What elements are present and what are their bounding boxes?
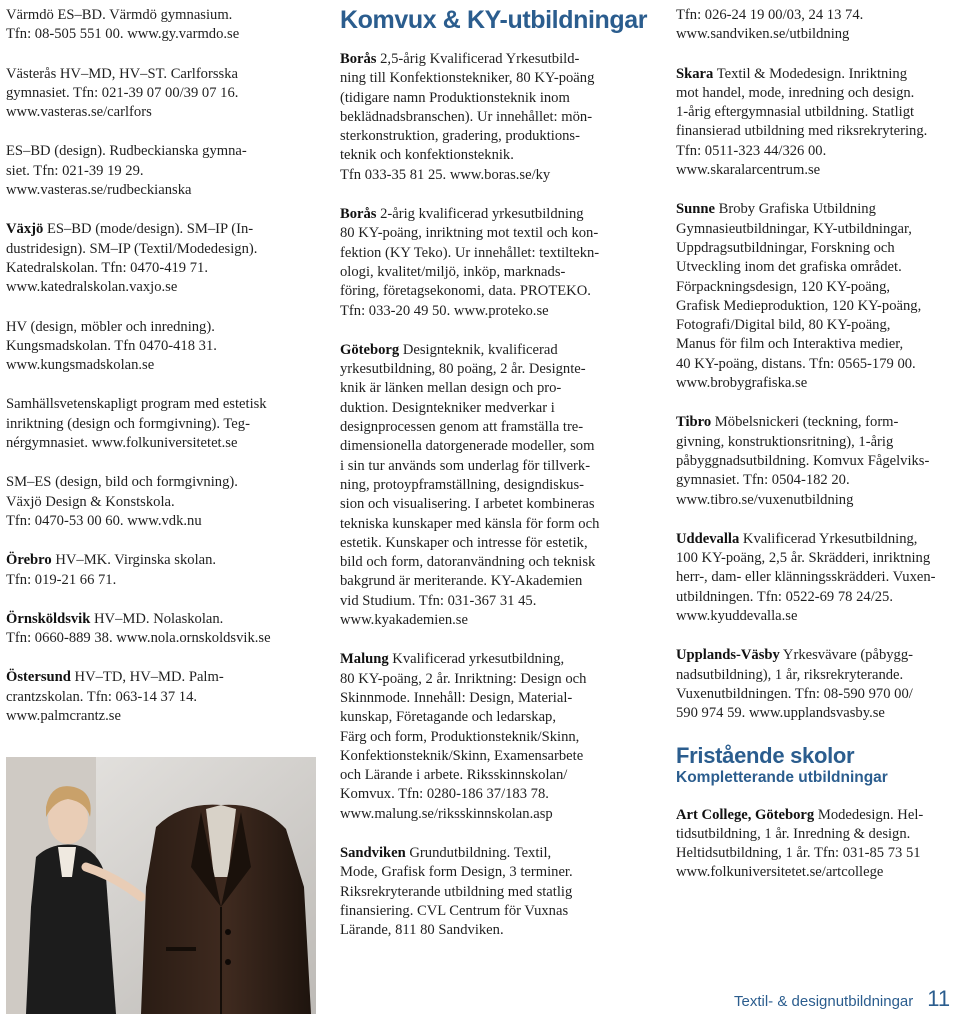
entry-line <box>676 278 958 297</box>
entry-text: Tfn: 0660-889 38. www.nola.ornskoldsvik.se <box>6 630 271 647</box>
entry-text: vid Studium. Tfn: 031-367 31 45. <box>340 592 537 609</box>
entry-text: siet. Tfn: 021-39 19 29. <box>6 162 144 179</box>
column-middle <box>340 6 648 960</box>
entry-text: Möbelsnickeri (teckning, form- <box>711 414 899 431</box>
entry-line <box>6 473 306 492</box>
entry-location: Örebro <box>6 552 52 569</box>
entry-text: 80 KY-poäng, inriktning mot textil och kon- <box>340 225 599 242</box>
entry-line <box>6 181 306 200</box>
entry-text: ologi, kvalitet/miljö, inköp, marknads- <box>340 263 566 280</box>
entry-text: Konfektionsteknik/Skinn, Examensarbete <box>340 747 584 764</box>
entry-text: herr-, dam- eller klänningsskrädderi. Vuxen- <box>676 569 936 586</box>
entry-line <box>340 379 640 398</box>
listing-entry <box>340 650 640 824</box>
entry-line <box>340 263 640 282</box>
entry-line <box>340 437 640 456</box>
entry-text: dustridesign). SM–IP (Textil/Modedesign). <box>6 240 258 257</box>
entry-line <box>340 728 640 747</box>
entry-location: Sandviken <box>340 844 406 861</box>
entry-line <box>6 240 306 259</box>
entry-text: www.folkuniversitetet.se/artcollege <box>676 864 884 881</box>
entry-text: Tfn 033-35 81 25. www.boras.se/ky <box>340 166 551 183</box>
entry-line <box>340 670 640 689</box>
entry-line <box>676 6 958 25</box>
entry-line <box>676 122 958 141</box>
entry-text: sion och visualisering. I arbetet kombineras <box>340 496 595 513</box>
tailor-photo-illustration <box>6 757 316 1014</box>
entry-line <box>6 434 306 453</box>
entry-text: finansierad utbildning med riksrekrytering. <box>676 123 928 140</box>
entry-text: www.vasteras.se/rudbeckianska <box>6 182 192 199</box>
entry-text: Manus för film och Interaktiva medier, <box>676 336 904 353</box>
entry-text: påbyggnadsutbildning. Komvux Fågelviks- <box>676 452 930 469</box>
entry-line <box>676 433 958 452</box>
column-right <box>676 6 958 903</box>
entry-line <box>676 65 958 84</box>
entry-text: www.skaralarcentrum.se <box>676 162 821 179</box>
entry-line <box>340 515 640 534</box>
entry-line <box>340 205 640 224</box>
entry-line <box>6 415 306 434</box>
listing-entry <box>6 551 306 590</box>
entry-text: 40 KY-poäng, distans. Tfn: 0565-179 00. <box>676 355 916 372</box>
entry-line <box>6 610 306 629</box>
entry-text: www.brobygrafiska.se <box>676 375 808 392</box>
entry-line <box>340 689 640 708</box>
listing-entry <box>340 844 640 940</box>
entry-text: Förpackningsdesign, 120 KY-poäng, <box>676 278 891 295</box>
entry-line <box>340 418 640 437</box>
entry-text: designprocessen genom att framställa tre- <box>340 419 584 436</box>
entry-text: och Lärande i arbete. Riksskinnskolan/ <box>340 767 568 784</box>
entry-line <box>340 805 640 824</box>
entry-text: ES–BD (mode/design). SM–IP (In- <box>43 221 254 238</box>
entry-text: finansiering. CVL Centrum för Vuxnas <box>340 902 569 919</box>
entry-text: Skinnmode. Innehåll: Design, Material- <box>340 689 573 706</box>
entry-line <box>340 108 640 127</box>
listing-entry <box>6 668 306 726</box>
entry-text: gymnasiet. Tfn: 021-39 07 00/39 07 16. <box>6 84 239 101</box>
entry-line <box>340 495 640 514</box>
entry-text: inriktning (design och formgivning). Teg- <box>6 415 250 432</box>
entry-text: tidsutbildning, 1 år. Inredning & design. <box>676 825 911 842</box>
entry-text: 80 KY-poäng, 2 år. Inriktning: Design och <box>340 670 587 687</box>
listing-entry <box>340 50 640 185</box>
listing-entry <box>6 318 306 376</box>
entry-text: kunskap, Företagande och ledarskap, <box>340 709 556 726</box>
entry-line <box>676 530 958 549</box>
entry-location: Uddevalla <box>676 530 740 547</box>
entry-line <box>340 166 640 185</box>
entry-text: ning, protoypframställning, designdiskus- <box>340 476 585 493</box>
entry-line <box>340 708 640 727</box>
entry-text: Färg och form, Produktionsteknik/Skinn, <box>340 728 580 745</box>
listing-entry <box>676 6 958 45</box>
entry-text: Modedesign. Hel- <box>814 806 924 823</box>
entry-text: mot handel, mode, inredning och design. <box>676 84 915 101</box>
listing-entry <box>676 530 958 626</box>
listing-entry <box>6 610 306 649</box>
entry-line <box>676 335 958 354</box>
entry-text: sterkonstruktion, gradering, produktions- <box>340 128 580 145</box>
entry-text: utbildningen. Tfn: 0522-69 78 24/25. <box>676 588 894 605</box>
listing-entry <box>6 65 306 123</box>
entry-text: Kungsmadskolan. Tfn 0470-418 31. <box>6 337 217 354</box>
entry-line <box>6 337 306 356</box>
entry-text: Katedralskolan. Tfn: 0470-419 71. <box>6 259 208 276</box>
entry-line <box>676 685 958 704</box>
entry-text: Tfn: 033-20 49 50. www.proteko.se <box>340 302 549 319</box>
entry-text: Broby Grafiska Utbildning <box>714 201 876 218</box>
entry-text: fektion (KY Teko). Ur innehållet: textiltekn- <box>340 244 600 261</box>
entry-line <box>6 84 306 103</box>
entry-line <box>340 399 640 418</box>
entry-line <box>6 65 306 84</box>
entry-text: teknik och konfektionsteknik. <box>340 147 514 164</box>
entry-text: HV (design, möbler och inredning). <box>6 318 215 335</box>
entry-line <box>676 258 958 277</box>
entry-location: Malung <box>340 651 389 668</box>
section-heading-fristaende: Fristående skolor <box>676 742 855 768</box>
entry-line <box>340 902 640 921</box>
entry-line <box>340 572 640 591</box>
entry-line <box>340 89 640 108</box>
entry-line <box>340 146 640 165</box>
entry-line <box>676 646 958 665</box>
entry-line <box>6 356 306 375</box>
entry-text: bild och form, datoranvändning och teknisk <box>340 554 596 571</box>
entry-line <box>340 244 640 263</box>
entry-location: Borås <box>340 51 377 67</box>
entry-line <box>6 162 306 181</box>
entry-line <box>676 568 958 587</box>
entry-line <box>676 25 958 44</box>
entry-line <box>340 534 640 553</box>
entry-line <box>6 707 306 726</box>
entry-line <box>676 374 958 393</box>
entry-line <box>340 592 640 611</box>
entry-line <box>340 341 640 360</box>
listing-entry <box>676 413 958 509</box>
entry-line <box>676 806 958 825</box>
page-footer <box>734 986 950 1012</box>
entry-text: 590 974 59. www.upplandsvasby.se <box>676 705 885 722</box>
entry-line <box>676 413 958 432</box>
entry-text: Kvalificerad yrkesutbildning, <box>388 651 565 668</box>
entry-line <box>676 316 958 335</box>
entry-text: Grundutbildning. Textil, <box>405 844 552 861</box>
entry-text: Utveckling inom det grafiska området. <box>676 259 902 276</box>
entry-line <box>6 220 306 239</box>
entry-line <box>6 395 306 414</box>
entry-text: dimensionella datorgenerade modeller, som <box>340 438 595 455</box>
entry-location: Tibro <box>676 414 712 431</box>
entry-line <box>676 549 958 568</box>
entry-line <box>340 785 640 804</box>
entry-line <box>6 6 306 25</box>
entry-line <box>676 297 958 316</box>
entry-line <box>340 282 640 301</box>
section-subheading-kompletterande: Kompletterande utbildningar <box>676 768 888 786</box>
entry-text: nadsutbildning), 1 år, riksrekryterande. <box>676 666 904 683</box>
entry-line <box>340 127 640 146</box>
entry-text: Uppdragsutbildningar, Forskning och <box>676 239 895 256</box>
entry-text: bakgrund är meriterande. KY-Akademien <box>340 573 583 590</box>
entry-text: Västerås HV–MD, HV–ST. Carlforsska <box>6 65 238 82</box>
entry-line <box>340 863 640 882</box>
entry-text: Växjö Design & Konstskola. <box>6 493 175 510</box>
listing-entry <box>6 220 306 297</box>
entry-text: Yrkesvävare (påbygg- <box>779 647 914 664</box>
entry-text: beklädnadsbranschen). Ur innehållet: mön- <box>340 108 593 125</box>
entry-text: nérgymnasiet. www.folkuniversitetet.se <box>6 435 238 452</box>
entry-line <box>340 302 640 321</box>
listing-entry <box>676 200 958 393</box>
entry-line <box>6 278 306 297</box>
entry-text: Komvux. Tfn: 0280-186 37/183 78. <box>340 786 549 803</box>
entry-line <box>676 666 958 685</box>
entry-text: Samhällsvetenskapligt program med estetisk <box>6 396 267 413</box>
entry-line <box>676 220 958 239</box>
entry-text: Heltidsutbildning, 1 år. Tfn: 031-85 73 51 <box>676 845 921 862</box>
entry-text: www.palmcrantz.se <box>6 708 121 725</box>
entry-text: crantzskolan. Tfn: 063-14 37 14. <box>6 688 198 705</box>
entry-line <box>340 553 640 572</box>
entry-line <box>676 844 958 863</box>
entry-location: Art College, Göteborg <box>676 806 815 823</box>
entry-text: 2,5-årig Kvalificerad Yrkesutbild- <box>376 51 580 67</box>
entry-text: gymnasiet. Tfn: 0504-182 20. <box>676 472 850 489</box>
entry-text: SM–ES (design, bild och formgivning). <box>6 474 238 491</box>
listing-entry <box>676 646 958 723</box>
entry-text: www.kyakademien.se <box>340 612 468 629</box>
entry-location: Östersund <box>6 669 71 686</box>
entry-line <box>6 142 306 161</box>
entry-line <box>340 224 640 243</box>
entry-text: Tfn: 08-505 551 00. www.gy.varmdo.se <box>6 26 240 43</box>
entry-text: Tfn: 0511-323 44/326 00. <box>676 142 827 159</box>
entry-text: www.tibro.se/vuxenutbildning <box>676 491 854 508</box>
entry-text: föring, företagsekonomi, data. PROTEKO. <box>340 283 591 300</box>
entry-text: tekniska kunskaper med känsla för form och <box>340 515 600 532</box>
listing-entry <box>6 395 306 453</box>
entry-text: Tfn: 0470-53 00 60. www.vdk.nu <box>6 512 202 529</box>
entry-line <box>340 766 640 785</box>
entry-location: Borås <box>340 206 377 223</box>
entry-line <box>340 650 640 669</box>
entry-text: Lärande, 811 80 Sandviken. <box>340 922 504 939</box>
entry-line <box>676 200 958 219</box>
entry-location: Växjö <box>6 221 44 238</box>
entry-text: ning till Konfektionstekniker, 80 KY-poäng <box>340 70 595 87</box>
entry-text: Riksrekryterande utbildning med statlig <box>340 883 573 900</box>
entry-location: Sunne <box>676 201 715 218</box>
entry-line <box>6 512 306 531</box>
entry-text: Textil & Modedesign. Inriktning <box>713 65 907 82</box>
entry-line <box>340 69 640 88</box>
entry-text: (tidigare namn Produktionsteknik inom <box>340 89 570 106</box>
entry-line <box>6 25 306 44</box>
listing-entry <box>340 341 640 630</box>
entry-text: knik är länken mellan design och pro- <box>340 380 562 397</box>
entry-location: Örnsköldsvik <box>6 610 91 627</box>
entry-text: estetik. Kunskaper och intresse för estetik, <box>340 534 588 551</box>
listing-entry <box>676 806 958 883</box>
entry-text: www.sandviken.se/utbildning <box>676 26 850 43</box>
entry-line <box>6 103 306 122</box>
entry-location: Skara <box>676 65 714 82</box>
entry-line <box>676 491 958 510</box>
entry-line <box>6 629 306 648</box>
entry-text: givning, konstruktionsritning), 1-årig <box>676 433 894 450</box>
listing-entry <box>340 205 640 321</box>
entry-text: Kvalificerad Yrkesutbildning, <box>739 530 918 547</box>
entry-line <box>6 551 306 570</box>
entry-line <box>6 318 306 337</box>
entry-line <box>6 571 306 590</box>
column-left <box>6 6 306 746</box>
entry-line <box>6 493 306 512</box>
entry-text: Grafisk Medieproduktion, 120 KY-poäng, <box>676 297 922 314</box>
entry-line <box>676 84 958 103</box>
entry-location: Upplands-Väsby <box>676 647 780 664</box>
entry-line <box>676 704 958 723</box>
entry-text: Värmdö ES–BD. Värmdö gymnasium. <box>6 7 233 23</box>
photo-tailor-with-jacket <box>6 757 316 1014</box>
entry-line <box>6 688 306 707</box>
entry-line <box>340 457 640 476</box>
entry-line <box>676 452 958 471</box>
entry-line <box>676 239 958 258</box>
entry-text: www.vasteras.se/carlfors <box>6 104 152 121</box>
section-heading-komvux: Komvux & KY-utbildningar <box>340 6 648 34</box>
entry-line <box>676 825 958 844</box>
entry-line <box>340 476 640 495</box>
entry-line <box>676 103 958 122</box>
listing-entry <box>6 6 306 45</box>
entry-location: Göteborg <box>340 341 400 358</box>
entry-text: HV–MD. Nolaskolan. <box>90 610 224 627</box>
entry-text: Gymnasieutbildningar, KY-utbildningar, <box>676 220 912 237</box>
entry-line <box>340 360 640 379</box>
entry-text: Vuxenutbildningen. Tfn: 08-590 970 00/ <box>676 685 913 702</box>
entry-line <box>676 471 958 490</box>
listing-entry <box>6 142 306 200</box>
entry-line <box>340 883 640 902</box>
entry-text: www.malung.se/riksskinnskolan.asp <box>340 805 553 822</box>
entry-text: www.katedralskolan.vaxjo.se <box>6 279 178 296</box>
entry-text: yrkesutbildning, 80 poäng, 2 år. Designte- <box>340 361 586 378</box>
entry-text: HV–TD, HV–MD. Palm- <box>70 669 224 686</box>
footer-text: Textil- & designutbildningar <box>734 993 914 1010</box>
entry-text: 100 KY-poäng, 2,5 år. Skrädderi, inriktning <box>676 550 931 567</box>
entry-text: www.kyuddevalla.se <box>676 608 798 625</box>
entry-text: Tfn: 019-21 66 71. <box>6 571 117 588</box>
entry-line <box>676 607 958 626</box>
entry-text: Mode, Grafisk form Design, 3 terminer. <box>340 864 573 881</box>
entry-text: Fotografi/Digital bild, 80 KY-poäng, <box>676 317 891 334</box>
entry-text: i sin tur används som underlag för tillverk- <box>340 457 591 474</box>
page-number: 11 <box>927 986 951 1011</box>
entry-line <box>676 588 958 607</box>
entry-line <box>340 844 640 863</box>
entry-line <box>676 355 958 374</box>
entry-line <box>6 259 306 278</box>
entry-line <box>340 50 640 69</box>
entry-line <box>676 142 958 161</box>
entry-line <box>340 747 640 766</box>
entry-line <box>676 863 958 882</box>
listing-entry <box>676 65 958 181</box>
entry-text: www.kungsmadskolan.se <box>6 357 155 374</box>
entry-text: 1-årig eftergymnasial utbildning. Statligt <box>676 104 915 121</box>
entry-line <box>6 668 306 687</box>
entry-text: 2-årig kvalificerad yrkesutbildning <box>376 206 584 223</box>
entry-line <box>340 611 640 630</box>
entry-text: Designteknik, kvalificerad <box>399 341 558 358</box>
entry-text: duktion. Designtekniker medverkar i <box>340 399 555 416</box>
listing-entry <box>6 473 306 531</box>
entry-line <box>340 921 640 940</box>
entry-text: ES–BD (design). Rudbeckianska gymna- <box>6 143 247 160</box>
entry-line <box>676 161 958 180</box>
entry-text: Tfn: 026-24 19 00/03, 24 13 74. <box>676 7 864 23</box>
entry-text: HV–MK. Virginska skolan. <box>51 552 217 569</box>
